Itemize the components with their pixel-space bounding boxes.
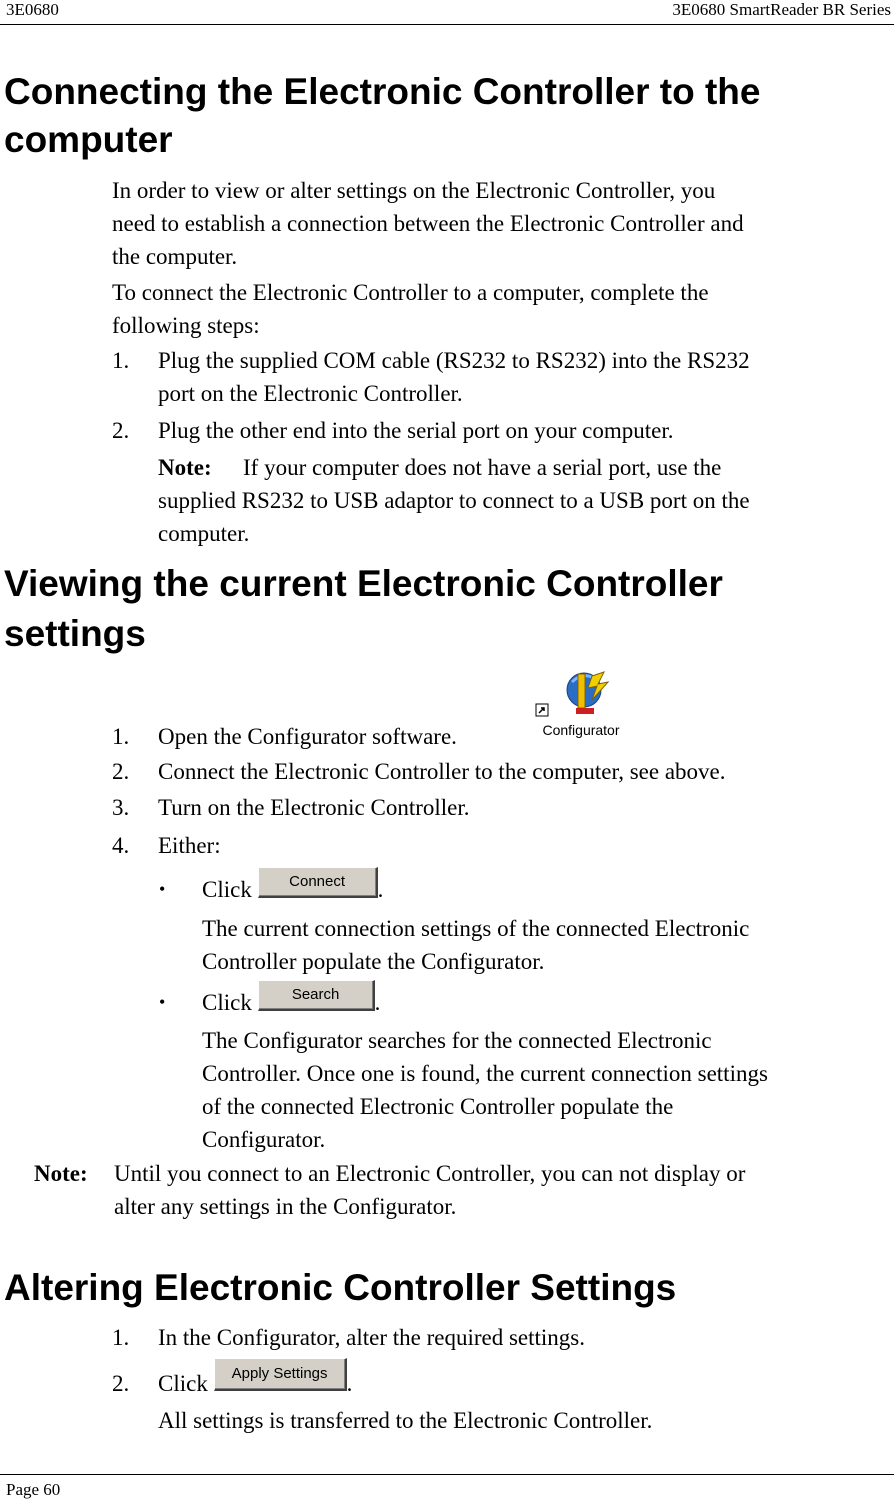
section1-intro-line1: In order to view or alter settings on the Electronic Controller, you [112,178,716,203]
section3-step-1-number: 1. [112,1325,130,1350]
search-period: . [374,990,381,1015]
section2-step-1-text: Open the Configurator software. [158,724,457,749]
apply-settings-button[interactable]: Apply Settings [214,1358,347,1391]
search-desc-line2: Controller. Once one is found, the current connection settings [202,1061,768,1086]
header-series: 3E0680 SmartReader BR Series [672,0,891,19]
section1-step-1-number: 1. [112,348,130,373]
configurator-icon-label: Configurator [542,722,620,738]
section1-note-label: Note: [158,455,212,480]
connect-button[interactable]: Connect [258,867,378,898]
connect-period: . [377,877,384,902]
apply-period: . [346,1371,353,1396]
configurator-shortcut[interactable] [534,668,628,744]
section1-step-2-line1: Plug the other end into the serial port on your computer. [158,418,674,443]
search-desc-line3: of the connected Electronic Controller populate the [202,1094,674,1119]
connect-click-word: Click [202,877,252,902]
section1-steps-intro-line1: To connect the Electronic Controller to a computer, complete the [112,280,709,305]
section1-step-1-line2: port on the Electronic Controller. [158,381,463,406]
section1-heading-line2: computer [4,119,173,160]
section2-note-line2: alter any settings in the Configurator. [114,1194,457,1219]
bullet-search: • [159,992,166,1012]
section2-note-label: Note: [34,1161,88,1186]
apply-click-line [158,1367,352,1400]
section1-note-line1: If your computer does not have a serial port, use the [243,455,722,480]
section2-step-4-number: 4. [112,833,130,858]
section1-heading-line1: Connecting the Electronic Controller to the [4,71,761,112]
section3-step-2-number: 2. [112,1371,130,1396]
search-button[interactable]: Search [258,980,375,1011]
section3-heading: Altering Electronic Controller Settings [4,1267,677,1308]
section1-intro-line2: need to establish a connection between the Electronic Controller and [112,211,744,236]
section2-step-1-number: 1. [112,724,130,749]
section1-steps-intro-line2: following steps: [112,313,260,338]
connect-desc-line1: The current connection settings of the connected Electronic [202,916,750,941]
section2-heading-line2: settings [4,613,146,654]
section2-step-2-number: 2. [112,759,130,784]
section3-result: All settings is transferred to the Electronic Controller. [158,1408,653,1433]
section2-step-3-text: Turn on the Electronic Controller. [158,795,470,820]
connect-desc-line2: Controller populate the Configurator. [202,949,545,974]
configurator-icon [534,668,628,724]
connect-click-line [202,873,383,906]
section2-note-line1: Until you connect to an Electronic Controller, you can not display or [114,1161,746,1186]
search-desc-line1: The Configurator searches for the connected Electronic [202,1028,712,1053]
header-doc-id: 3E0680 [6,0,59,19]
apply-click-word: Click [158,1371,208,1396]
section2-step-4-text: Either: [158,833,221,858]
section2-heading-line1: Viewing the current Electronic Controller [4,563,723,604]
section1-step-1-line1: Plug the supplied COM cable (RS232 to RS232) into the RS232 [158,348,750,373]
section2-step-2-text: Connect the Electronic Controller to the computer, see above. [158,759,726,784]
footer-page-number: Page 60 [6,1480,61,1499]
section1-step-2-number: 2. [112,418,130,443]
search-click-word: Click [202,990,252,1015]
section1-note-line3: computer. [158,521,250,546]
footer-rule [0,1474,894,1475]
search-desc-line4: Configurator. [202,1127,326,1152]
header-rule [0,24,894,25]
section2-step-3-number: 3. [112,795,130,820]
section1-note-line2: supplied RS232 to USB adaptor to connect to a USB port on the [158,488,750,513]
section3-step-1-text: In the Configurator, alter the required settings. [158,1325,586,1350]
search-click-line [202,986,380,1019]
section1-intro-line3: the computer. [112,244,238,269]
bullet-connect: • [159,879,166,899]
